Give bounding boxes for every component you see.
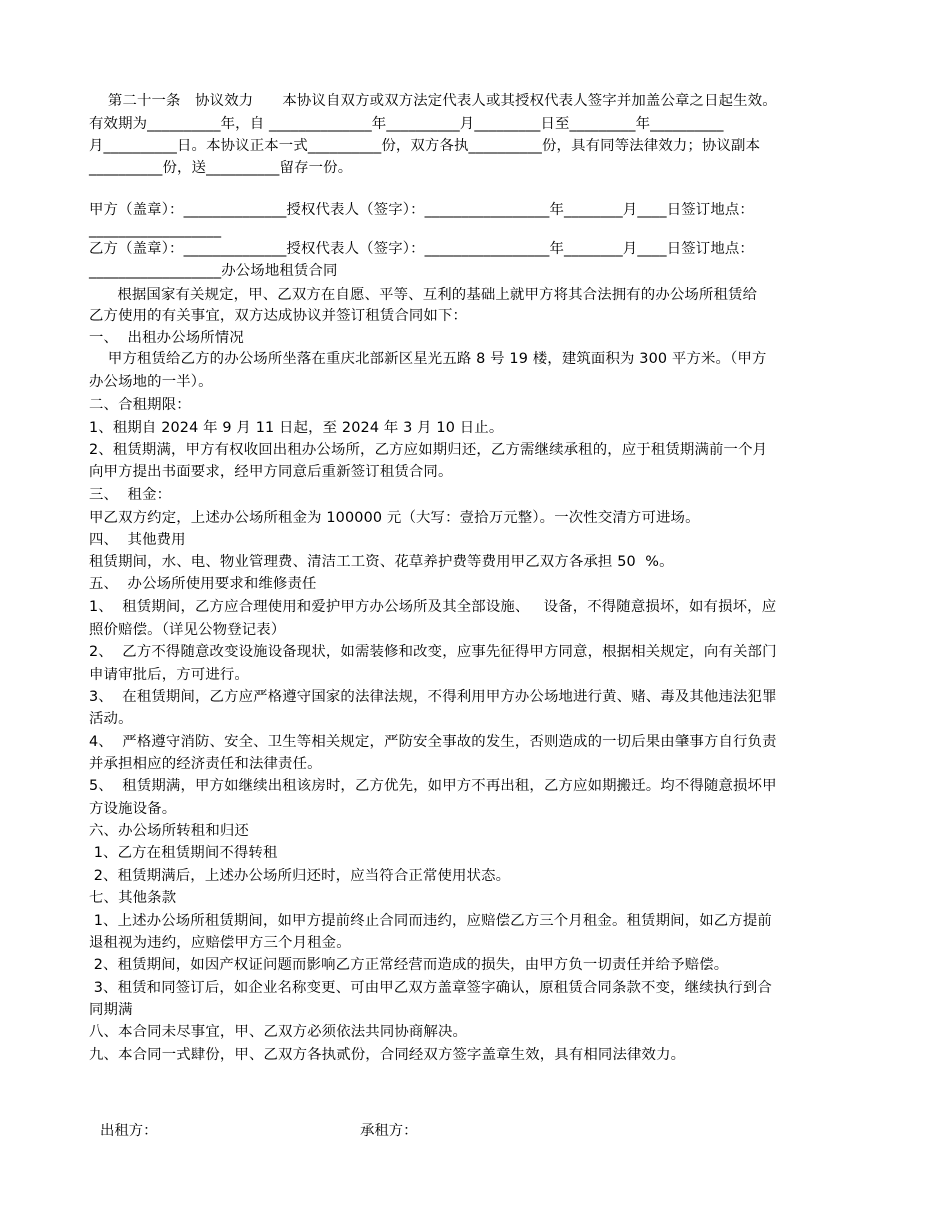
contract-line: 申请审批后，方可进行。 bbox=[89, 667, 249, 683]
party-a-location-line: __________________ bbox=[89, 222, 222, 238]
contract-line: 2、租赁期间，如因产权证问题而影响乙方正常经营而造成的损失，由甲方负一切责任并给予赔偿。 bbox=[89, 957, 729, 973]
party-b-signature-line: 乙方（盖章）：______________授权代表人（签字）：_________________年________月____日签订地点： bbox=[89, 241, 754, 257]
contract-line: 退租视为违约，应赔偿甲方三个月租金。 bbox=[89, 935, 351, 951]
section-heading: 四、 其他费用 bbox=[89, 532, 186, 548]
article21-line: 有效期为__________年，自 ______________年__________月_________日至_________年__________ bbox=[89, 116, 724, 132]
article21-line: 月__________日。本协议正本一式__________份，双方各执__________份，具有同等法律效力；协议副本 bbox=[89, 138, 761, 154]
article21-line: 第二十一条 协议效力 本协议自双方或双方法定代表人或其授权代表人签字并加盖公章之日起生效。 bbox=[89, 93, 777, 109]
contract-line: 4、 严格遵守消防、安全、卫生等相关规定，严防安全事故的发生，否则造成的一切后果由肇事方自行负责 bbox=[89, 734, 777, 750]
article21-line: __________份，送__________留存一份。 bbox=[89, 160, 353, 176]
contract-line: 2、 乙方不得随意改变设施设备现状，如需装修和改变，应事先征得甲方同意，根据相关规定，向有关部门 bbox=[89, 644, 777, 660]
contract-line: 甲乙双方约定，上述办公场所租金为 100000 元（大写：壹拾万元整）。一次性交清方可进场。 bbox=[89, 510, 700, 526]
contract-line: 照价赔偿。（详见公物登记表） bbox=[89, 622, 286, 638]
contract-line: 向甲方提出书面要求，经甲方同意后重新签订租赁合同。 bbox=[89, 464, 453, 480]
party-b-location-title-line: __________________办公场地租赁合同 bbox=[89, 263, 338, 279]
contract-line: 3、租赁和同签订后，如企业名称变更、可由甲乙双方盖章签字确认，原租赁合同条款不变，继续执行到合 bbox=[89, 980, 772, 996]
contract-line: 同期满 bbox=[89, 1002, 133, 1018]
contract-line: 并承担相应的经济责任和法律责任。 bbox=[89, 756, 322, 772]
section-heading: 七、其他条款 bbox=[89, 890, 177, 906]
section-heading: 三、 租金： bbox=[89, 487, 172, 503]
contract-line: 活动。 bbox=[89, 711, 133, 727]
section-heading: 二、合租期限： bbox=[89, 397, 191, 413]
contract-line: 3、 在租赁期间，乙方应严格遵守国家的法律法规，不得利用甲方办公场地进行黄、赌、毒及其他违法犯罪 bbox=[89, 689, 777, 705]
section-heading: 五、 办公场所使用要求和维修责任 bbox=[89, 576, 317, 592]
party-a-signature-line: 甲方（盖章）：______________授权代表人（签字）：_________________年________月____日签订地点： bbox=[89, 202, 754, 218]
contract-line: 1、 租赁期间，乙方应合理使用和爱护甲方办公场所及其全部设施、 设备，不得随意损坏，如有损坏，应 bbox=[89, 599, 777, 615]
contract-line: 方设施设备。 bbox=[89, 801, 177, 817]
contract-line: 根据国家有关规定，甲、乙双方在自愿、平等、互利的基础上就甲方将其合法拥有的办公场所租赁给 bbox=[89, 287, 758, 303]
contract-line: 办公场地的一半）。 bbox=[89, 374, 213, 390]
contract-line: 2、租赁期满，甲方有权收回出租办公场所，乙方应如期归还，乙方需继续承租的，应于租赁期满前一个月 bbox=[89, 442, 768, 458]
contract-line: 1、乙方在租赁期间不得转租 bbox=[89, 845, 278, 861]
lessee-label: 承租方： bbox=[360, 1123, 418, 1139]
section-heading: 六、办公场所转租和归还 bbox=[89, 823, 249, 839]
contract-line: 2、租赁期满后，上述办公场所归还时，应当符合正常使用状态。 bbox=[89, 868, 511, 884]
section-heading: 九、本合同一式肆份，甲、乙双方各执贰份，合同经双方签字盖章生效，具有相同法律效力。 bbox=[89, 1047, 686, 1063]
contract-line: 1、上述办公场所租赁期间，如甲方提前终止合同而违约，应赔偿乙方三个月租金。租赁期间，如乙方提前 bbox=[89, 913, 772, 929]
contract-line: 1、租期自 2024 年 9 月 11 日起，至 2024 年 3 月 10 日止。 bbox=[89, 420, 504, 436]
contract-line: 租赁期间，水、电、物业管理费、清洁工工资、花草养护费等费用甲乙双方各承担 50 %。 bbox=[89, 554, 674, 570]
lessor-label: 出租方： bbox=[100, 1123, 158, 1139]
section-heading: 八、本合同未尽事宜，甲、乙双方必须依法共同协商解决。 bbox=[89, 1024, 468, 1040]
section-heading: 一、 出租办公场所情况 bbox=[89, 330, 244, 346]
contract-line: 甲方租赁给乙方的办公场所坐落在重庆北部新区星光五路 8 号 19 楼，建筑面积为 300 平方米。（甲方 bbox=[89, 351, 767, 367]
contract-line: 5、 租赁期满，甲方如继续出租该房时，乙方优先，如甲方不再出租，乙方应如期搬迁。均不得随意损坏甲 bbox=[89, 778, 777, 794]
contract-line: 乙方使用的有关事宜，双方达成协议并签订租赁合同如下： bbox=[89, 308, 468, 324]
